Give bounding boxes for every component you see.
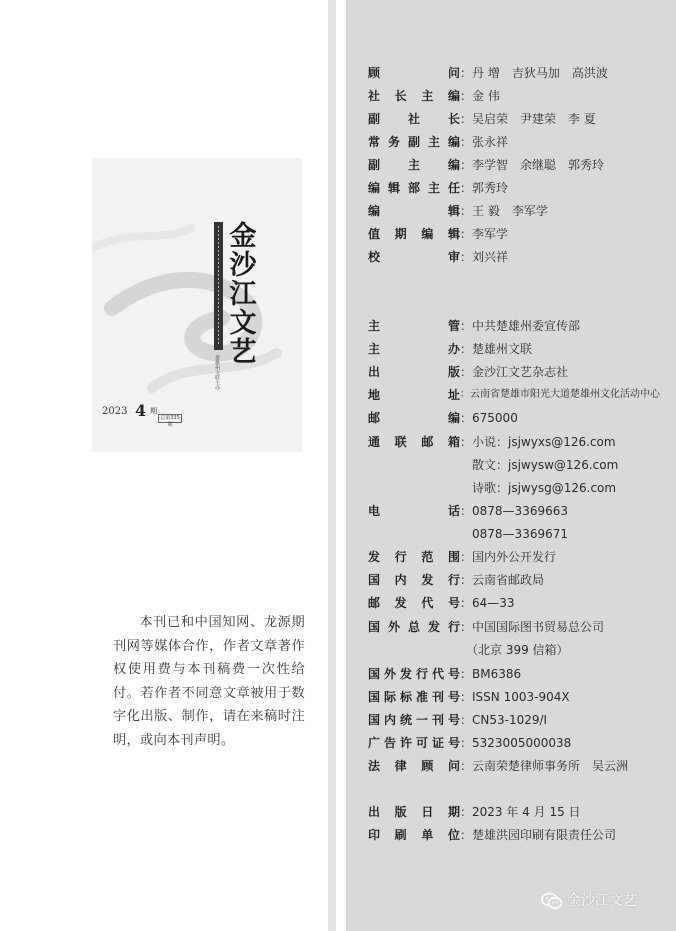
- supervisor-label: 主管: [368, 319, 460, 333]
- postcode-value: ：675000: [460, 411, 518, 425]
- cover-title: [228, 222, 258, 367]
- cover-pinyin-decoration: [215, 226, 222, 346]
- cn-value: ：CN53-1029/I: [460, 713, 548, 727]
- domestic-distribution-label: 国内发行: [368, 573, 460, 587]
- staff-label: 顾问: [368, 66, 460, 80]
- legal-label: 法律顾问: [368, 759, 460, 773]
- staff-label: 校审: [368, 250, 460, 264]
- staff-label: 值期编辑: [368, 227, 460, 241]
- staff-label: 常务副主编: [368, 135, 460, 149]
- distribution-scope-value: ：国内外公开发行: [460, 550, 557, 564]
- cover-title-char: 文: [229, 308, 257, 339]
- cn-label: 国内统一刊号: [368, 713, 460, 727]
- copyright-notice: [113, 611, 305, 752]
- cover-issue-unit: 期: [150, 407, 157, 415]
- email-label: 通联邮箱: [368, 435, 460, 449]
- phone-value-1: ：0878—3369663: [460, 504, 568, 518]
- staff-value: ：郭秀玲: [460, 181, 509, 195]
- staff-value: ：刘兴祥: [460, 250, 509, 264]
- staff-label: 副社长: [368, 112, 460, 126]
- cover-title-char: 沙: [229, 250, 257, 281]
- address-value: ：云南省楚雄市阳光大道楚雄州文化活动中心: [460, 389, 660, 400]
- sponsor-value: ：楚雄州文联: [460, 342, 533, 356]
- phone-value-2: 0878—3369671: [472, 527, 568, 541]
- postcode-label: 邮编: [368, 411, 460, 425]
- overseas-distribution-mailbox: （北京 399 信箱）: [472, 643, 569, 657]
- issn-value: ：ISSN 1003-904X: [460, 690, 570, 704]
- copyright-notice-text: 本刊已和中国知网、龙源期刊网等媒体合作，作者文章著作权使用费与本刊稿费一次性给付。若作者不同意文章被用于数字化出版、制作，请在来稿时注明，或向本刊声明。: [113, 615, 305, 748]
- overseas-code-label: 国外发行代号: [368, 667, 460, 681]
- cover-title-char: 艺: [229, 337, 257, 368]
- address-label: 地址: [368, 388, 460, 402]
- page-gutter: [336, 0, 346, 931]
- cover-title-char: 金: [229, 221, 257, 252]
- printer-label: 印刷单位: [368, 828, 460, 842]
- postal-code-label: 邮发代号: [368, 596, 460, 610]
- page-divider: [328, 0, 336, 931]
- publisher-value: ：金沙江文艺杂志社: [460, 365, 569, 379]
- overseas-distribution-label: 国外总发行: [368, 620, 460, 634]
- staff-value: ：金 伟: [460, 89, 500, 103]
- cover-total-issue: 总第335期: [158, 414, 182, 423]
- sponsor-label: 主办: [368, 342, 460, 356]
- distribution-scope-label: 发行范围: [368, 550, 460, 564]
- email-essay: 散文：jsjwysw@126.com: [472, 458, 619, 472]
- staff-value: ：李学智 余继聪 郭秀玲: [460, 158, 605, 172]
- legal-value: ：云南荣楚律师事务所 吴云洲: [460, 759, 629, 773]
- staff-value: ：丹 增 吉狄马加 高洪波: [460, 66, 608, 80]
- publish-date-label: 出版日期: [368, 805, 460, 819]
- domestic-distribution-value: ：云南省邮政局: [460, 573, 545, 587]
- cover-issue-number: 4: [135, 401, 147, 420]
- staff-label: 副主编: [368, 158, 460, 172]
- staff-value: ：张永祥: [460, 135, 509, 149]
- publisher-label: 出版: [368, 365, 460, 379]
- staff-label: 编辑: [368, 204, 460, 218]
- staff-value: ：李军学: [460, 227, 509, 241]
- wechat-icon: [541, 892, 563, 910]
- email-novel: ：小说：jsjwyxs@126.com: [460, 435, 616, 449]
- ad-license-label: 广告许可证号: [368, 736, 460, 750]
- staff-label: 编辑部主任: [368, 181, 460, 195]
- postal-code-value: ：64—33: [460, 596, 515, 610]
- publish-date-value: ：2023 年 4 月 15 日: [460, 805, 581, 819]
- supervisor-value: ：中共楚雄州委宣传部: [460, 319, 581, 333]
- ad-license-value: ：5323005000038: [460, 736, 572, 750]
- wechat-account-name: 金沙江文艺: [567, 893, 637, 909]
- cover-sponsor-text: 楚雄州文联主办: [214, 355, 220, 390]
- phone-label: 电话: [368, 504, 460, 518]
- staff-label: 社长主编: [368, 89, 460, 103]
- staff-value: ：王 毅 李军学: [460, 204, 548, 218]
- printer-value: ：楚雄洪园印刷有限责任公司: [460, 828, 617, 842]
- overseas-code-value: ：BM6386: [460, 667, 522, 681]
- cover-year: 2023: [102, 406, 128, 417]
- issn-label: 国际标准刊号: [368, 690, 460, 704]
- wechat-watermark: [541, 890, 637, 912]
- cover-title-char: 江: [229, 279, 257, 310]
- left-panel: [0, 0, 328, 931]
- overseas-distribution-value: ：中国国际图书贸易总公司: [460, 620, 605, 634]
- email-poetry: 诗歌：jsjwysg@126.com: [472, 481, 617, 495]
- staff-value: ：吴启荣 尹建荣 李 夏: [460, 112, 596, 126]
